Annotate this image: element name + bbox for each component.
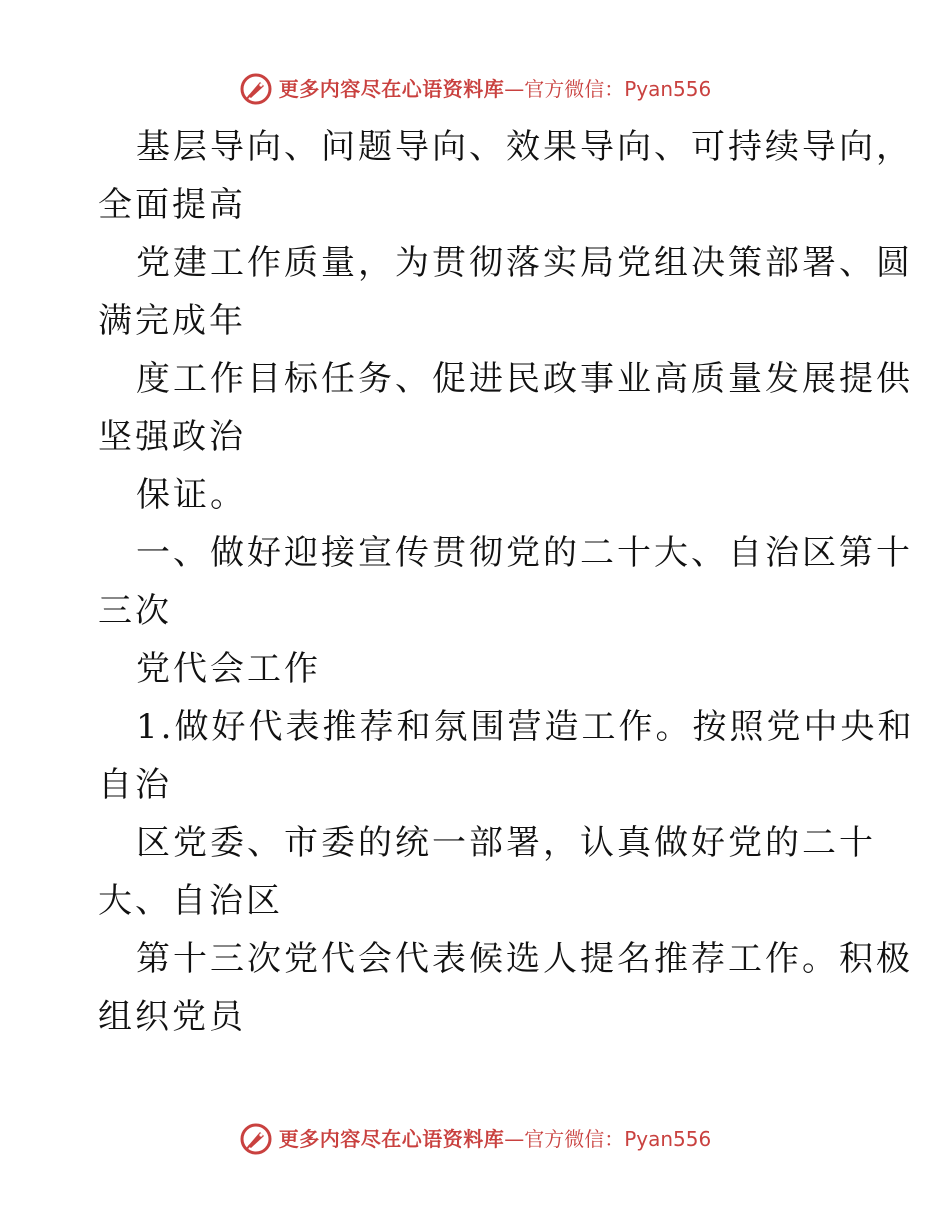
text-line: 满完成年 (98, 301, 246, 341)
text-line: 自治 (98, 765, 172, 805)
text-line: 党建工作质量，为贯彻落实局党组决策部署、圆 (136, 243, 913, 283)
watermark-separator: — (504, 77, 525, 101)
text-line: 坚强政治 (98, 417, 246, 457)
text-line: 度工作目标任务、促进民政事业高质量发展提供 (136, 359, 913, 399)
watermark-text (279, 72, 712, 106)
text-line: 区党委、市委的统一部署，认真做好党的二十 (136, 823, 876, 863)
section-heading-line: 三次 (98, 591, 172, 631)
watermark-main-text: 更多内容尽在心语资料库 (278, 77, 505, 101)
section-heading-line: 一、做好迎接宣传贯彻党的二十大、自治区第十 (136, 533, 913, 573)
watermark-text (279, 1122, 712, 1156)
footer-watermark (0, 1122, 950, 1156)
text-line: 基层导向、问题导向、效果导向、可持续导向， (136, 127, 913, 167)
watermark-wechat-text: 官方微信：Pyan556 (524, 77, 712, 101)
watermark-separator: — (504, 1127, 525, 1151)
text-line: 大、自治区 (98, 881, 283, 921)
document-body (98, 118, 915, 1046)
header-watermark (0, 72, 950, 106)
text-line: 保证。 (136, 475, 247, 515)
watermark-main-text: 更多内容尽在心语资料库 (278, 1127, 505, 1151)
text-line: 全面提高 (98, 185, 246, 225)
text-line: 组织党员 (98, 997, 246, 1037)
pen-nib-logo-icon (239, 72, 273, 106)
pen-nib-logo-icon (239, 1122, 273, 1156)
section-heading-line: 党代会工作 (136, 649, 321, 689)
text-line: 1.做好代表推荐和氛围营造工作。按照党中央和 (136, 707, 915, 747)
text-line: 第十三次党代会代表候选人提名推荐工作。积极 (136, 939, 913, 979)
watermark-wechat-text: 官方微信：Pyan556 (524, 1127, 712, 1151)
